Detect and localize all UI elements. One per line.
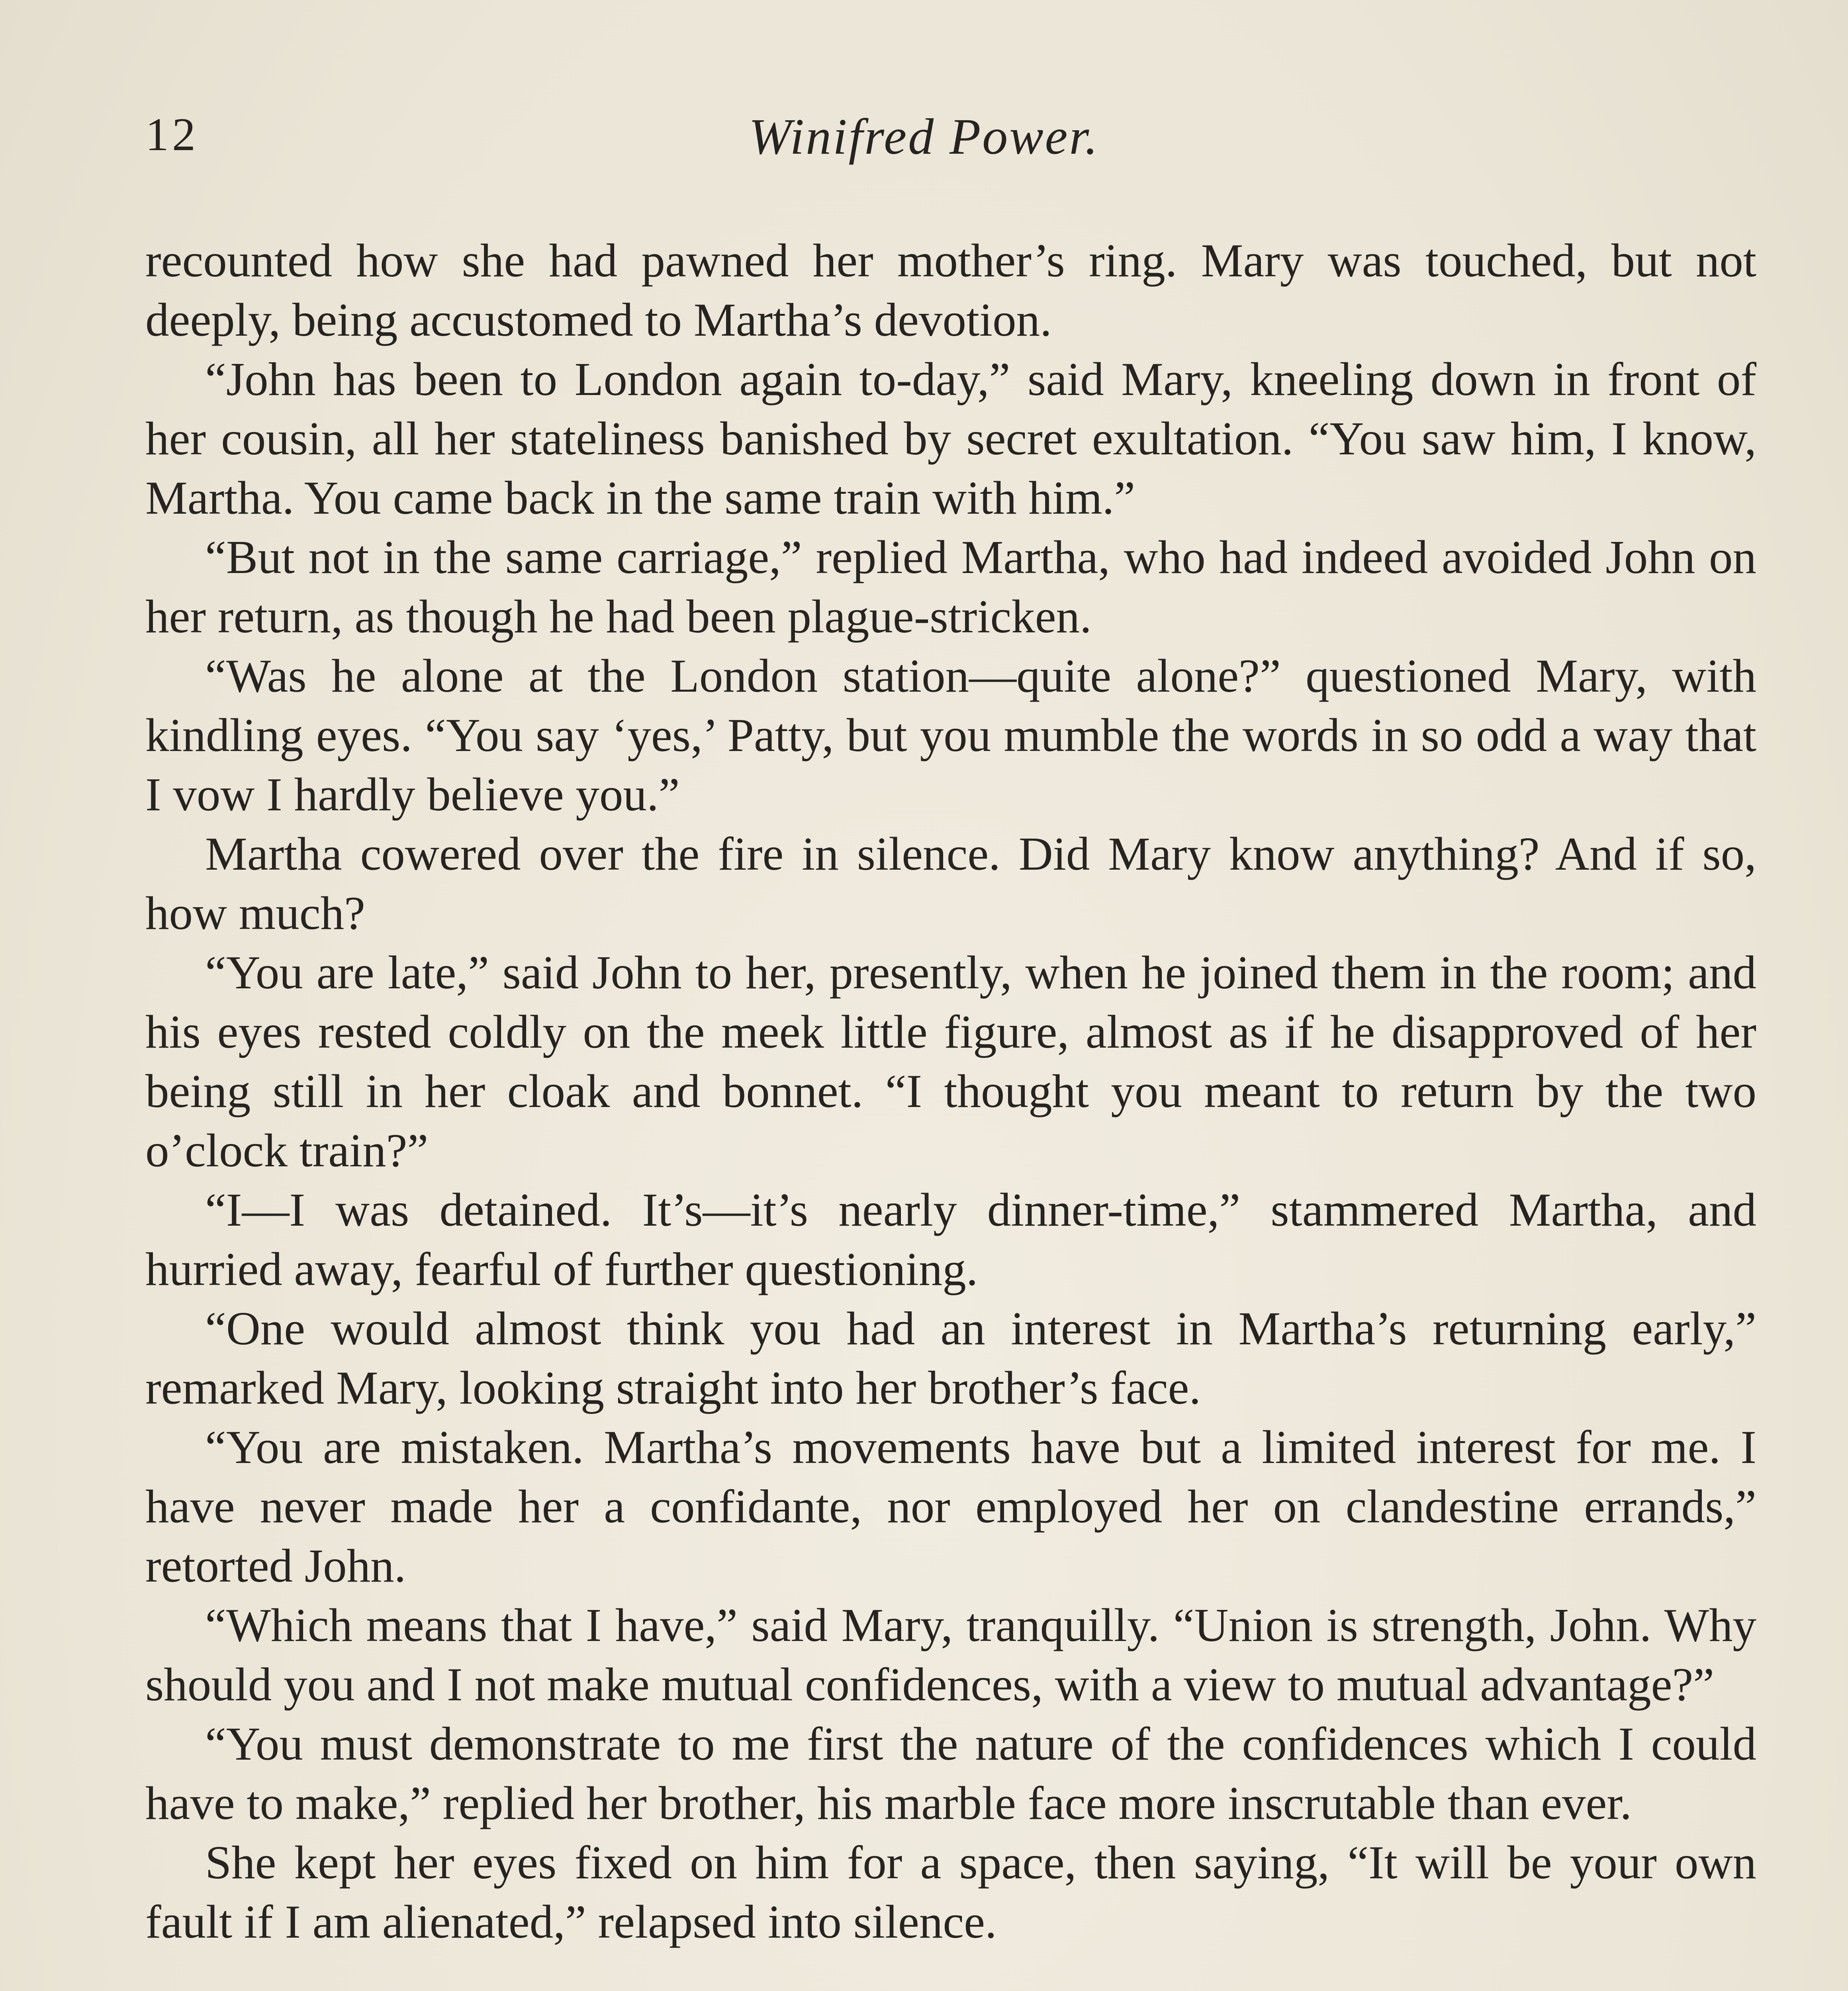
paragraph: She kept her eyes fixed on him for a space, then saying, “It will be your own fault if I am alienated,” relapsed into silence. [145, 1836, 1756, 1948]
paragraph: “You are late,” said John to her, presently, when he joined them in the room; and his eyes rested coldly on the meek little figure, almost as if he disapproved of her being still in her cloak and bonnet. “I thought you meant to return by the two o’clock train?” [145, 946, 1756, 1177]
page-header [145, 108, 1703, 179]
paragraph: “You are mistaken. Martha’s movements have but a limited interest for me. I have never made her a confidante, nor employed her on clandestine errands,” retorted John. [145, 1421, 1756, 1592]
paragraph: “You must demonstrate to me first the nature of the confidences which I could have to make,” replied her brother, his marble face more inscrutable than ever. [145, 1717, 1756, 1829]
paragraph: “Was he alone at the London station—quite alone?” questioned Mary, with kindling eyes. “You say ‘yes,’ Patty, but you mumble the words in so odd a way that I vow I hardly believe you.” [145, 649, 1756, 821]
paragraph: Martha cowered over the fire in silence. Did Mary know anything? And if so, how much? [145, 827, 1756, 939]
paragraph: “But not in the same carriage,” replied Martha, who had indeed avoided John on her return, as though he had been plague-stricken. [145, 531, 1756, 643]
paragraph: recounted how she had pawned her mother’s ring. Mary was touched, but not deeply, being accustomed to Martha’s devotion. [145, 234, 1756, 346]
paragraph: “John has been to London again to-day,” said Mary, kneeling down in front of her cousin, all her stateliness banished by secret exultation. “You saw him, I know, Martha. You came back in the same train with him.” [145, 353, 1756, 524]
page-number: 12 [145, 108, 199, 160]
text-section-1 [145, 231, 1756, 1952]
paragraph: “One would almost think you had an interest in Martha’s returning early,” remarked Mary, looking straight into her brother’s face. [145, 1302, 1756, 1414]
paragraph: “Which means that I have,” said Mary, tranquilly. “Union is strength, John. Why should you and I not make mutual confidences, with a view to mutual advantage?” [145, 1599, 1756, 1711]
paragraph: “I—I was detained. It’s—it’s nearly dinner-time,” stammered Martha, and hurried away, fearful of further questioning. [145, 1183, 1756, 1295]
running-title: Winifred Power. [748, 108, 1100, 165]
